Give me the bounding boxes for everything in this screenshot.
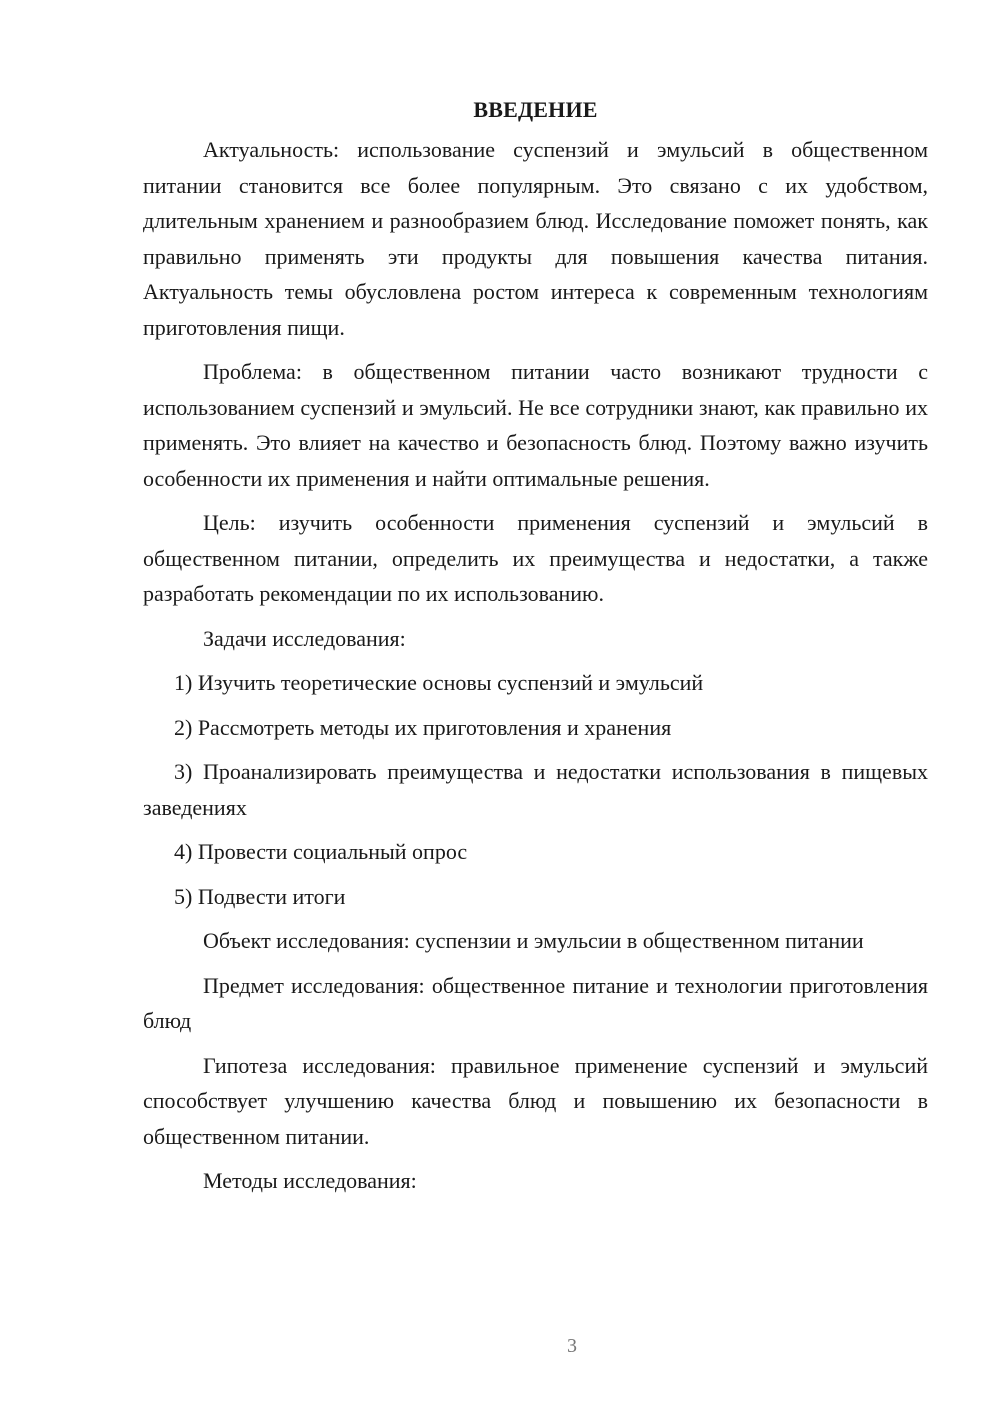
problem-paragraph: Проблема: в общественном питании часто возникают трудности с использованием суспензий и эмульсий. Не все сотрудники знают, как правильно их применять. Это влияет на качество и безопасность блюд. Поэтому важно изучить особенности их применения и найти оптимальные решения. [143, 359, 928, 491]
task-item-4: 4) Провести социальный опрос [174, 839, 468, 864]
tasks-heading: Задачи исследования: [203, 625, 406, 651]
task-item-2: 2) Рассмотреть методы их приготовления и хранения [174, 714, 672, 740]
page-number: 3 [567, 1335, 577, 1357]
hypothesis-paragraph: Гипотеза исследования: правильное применение суспензий и эмульсий способствует улучшению качества блюд и повышению их безопасности в общественном питании. [143, 1052, 928, 1149]
task-item-5: 5) Подвести итоги [174, 883, 346, 909]
goal-paragraph: Цель: изучить особенности применения суспензий и эмульсий в общественном питании, определить их преимущества и недостатки, а также разработать рекомендации по их использованию. [143, 510, 928, 606]
task-item-1: 1) Изучить теоретические основы суспензий и эмульсий [174, 670, 704, 695]
object-paragraph: Объект исследования: суспензии и эмульсии в общественном питании [203, 928, 864, 953]
methods-heading: Методы исследования: [203, 1168, 417, 1193]
document-page [143, 92, 928, 1208]
relevance-paragraph: Актуальность: использование суспензий и эмульсий в общественном питании становится все более популярным. Это связано с их удобством, длительным хранением и разнообразием блюд. Исследование поможет понять, как правильно применять эти продукты для повышения качества питания. Актуальность темы обусловлена ростом интереса к современным технологиям приготовления пищи. [143, 137, 928, 340]
section-title: ВВЕДЕНИЕ [473, 97, 598, 122]
task-item-3: 3) Проанализировать преимущества и недостатки использования в пищевых заведениях [143, 759, 928, 820]
subject-paragraph: Предмет исследования: общественное питание и технологии приготовления блюд [143, 972, 928, 1033]
